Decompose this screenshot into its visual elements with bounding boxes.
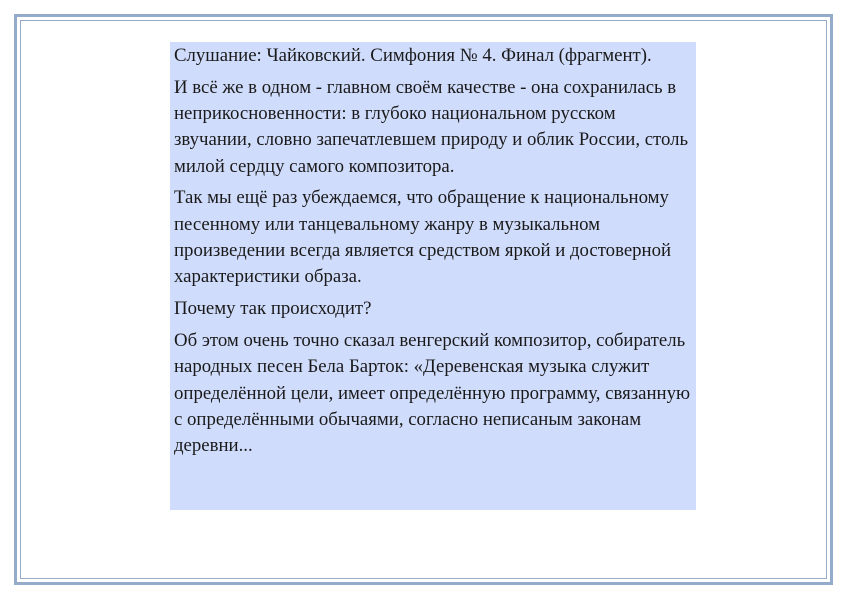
paragraph-national-sound: И всё же в одном - главном своём качестве - она сохранилась в неприкосновенности: в глубоко национальном русском звучании, словно запечатлевшем природу и облик России, столь милой сердцу самого композитора. — [174, 76, 689, 177]
paragraph-bartok-quote: Об этом очень точно сказал венгерский композитор, собиратель народных песен Бела Барток: «Деревенская музыка служит определённой цели, имеет определённую программу, связанную с определёнными обычаями, согласно неписаным законам деревни... — [174, 329, 691, 457]
paragraph-genre-characterization: Так мы ещё раз убеждаемся, что обращение к национальному песенному или танцевальному жанру в музыкальном произведении всегда является средством яркой и достоверной характеристики образа. — [174, 187, 672, 288]
paragraph-question: Почему так происходит? — [174, 298, 372, 320]
text-box — [170, 42, 696, 510]
paragraph-title: Слушание: Чайковский. Симфония № 4. Финал (фрагмент). — [174, 45, 652, 66]
